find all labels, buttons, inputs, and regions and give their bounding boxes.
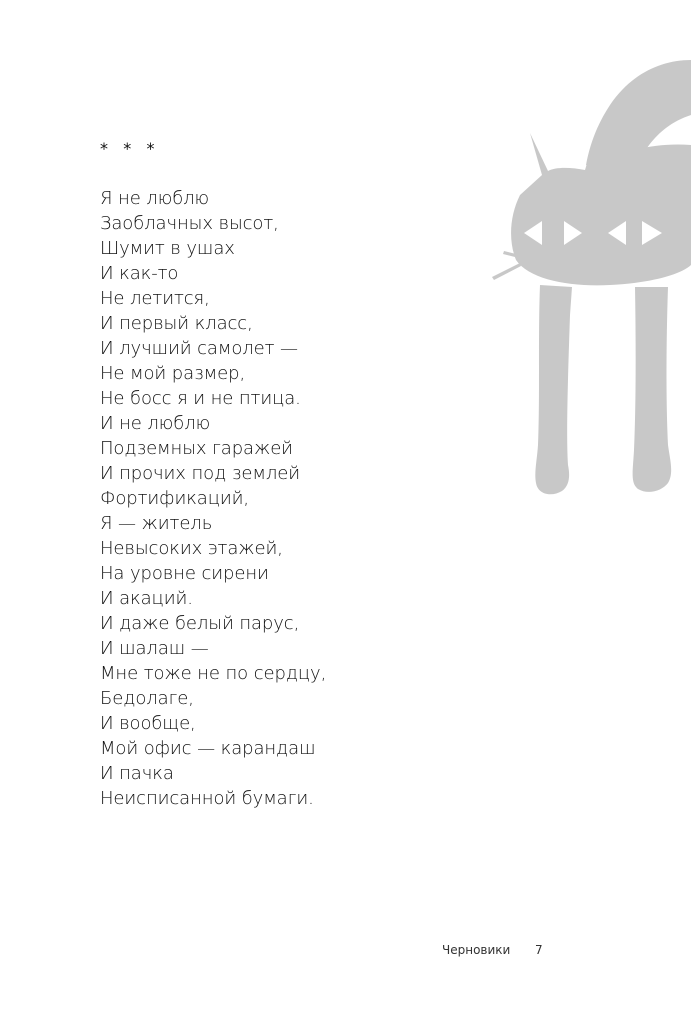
page-number: 7 xyxy=(535,943,543,957)
poem-line: И первый класс, xyxy=(100,313,253,334)
section-marker: * * * xyxy=(100,139,155,158)
poem-line: И лучший самолет — xyxy=(100,338,298,359)
poem-line: Неисписанной бумаги. xyxy=(100,788,314,809)
poem-line: Заоблачных высот, xyxy=(100,213,279,234)
poem-line: И как-то xyxy=(100,263,179,284)
poem-line: Шумит в ушах xyxy=(100,238,235,259)
poem-line: Фортификаций, xyxy=(100,488,250,509)
poem-line: И прочих под землей xyxy=(100,463,300,484)
poem-line: И даже белый парус, xyxy=(100,613,300,634)
poem-line: Бедолаге, xyxy=(100,688,194,709)
poem-line: Невысоких этажей, xyxy=(100,538,283,559)
poem-line: Я не люблю xyxy=(100,188,210,209)
poem-line: Подземных гаражей xyxy=(100,438,293,459)
poem-line: Мне тоже не по сердцу, xyxy=(100,663,327,684)
poem-line: Я — житель xyxy=(100,513,213,534)
poem xyxy=(100,186,326,811)
poem-line: Мой офис — карандаш xyxy=(100,738,316,759)
poem-line: И вообще, xyxy=(100,713,196,734)
poem-line: И акаций. xyxy=(100,588,193,609)
poem-line: Не босс я и не птица. xyxy=(100,388,301,409)
poem-line: И пачка xyxy=(100,763,174,784)
poem-line: Не летится, xyxy=(100,288,210,309)
poem-line: И не люблю xyxy=(100,413,211,434)
poem-line: На уровне сирени xyxy=(100,563,269,584)
poem-line: И шалаш — xyxy=(100,638,209,659)
poem-line: Не мой размер, xyxy=(100,363,246,384)
running-footer-title: Черновики xyxy=(442,943,511,957)
cat-silhouette-icon xyxy=(490,55,691,505)
